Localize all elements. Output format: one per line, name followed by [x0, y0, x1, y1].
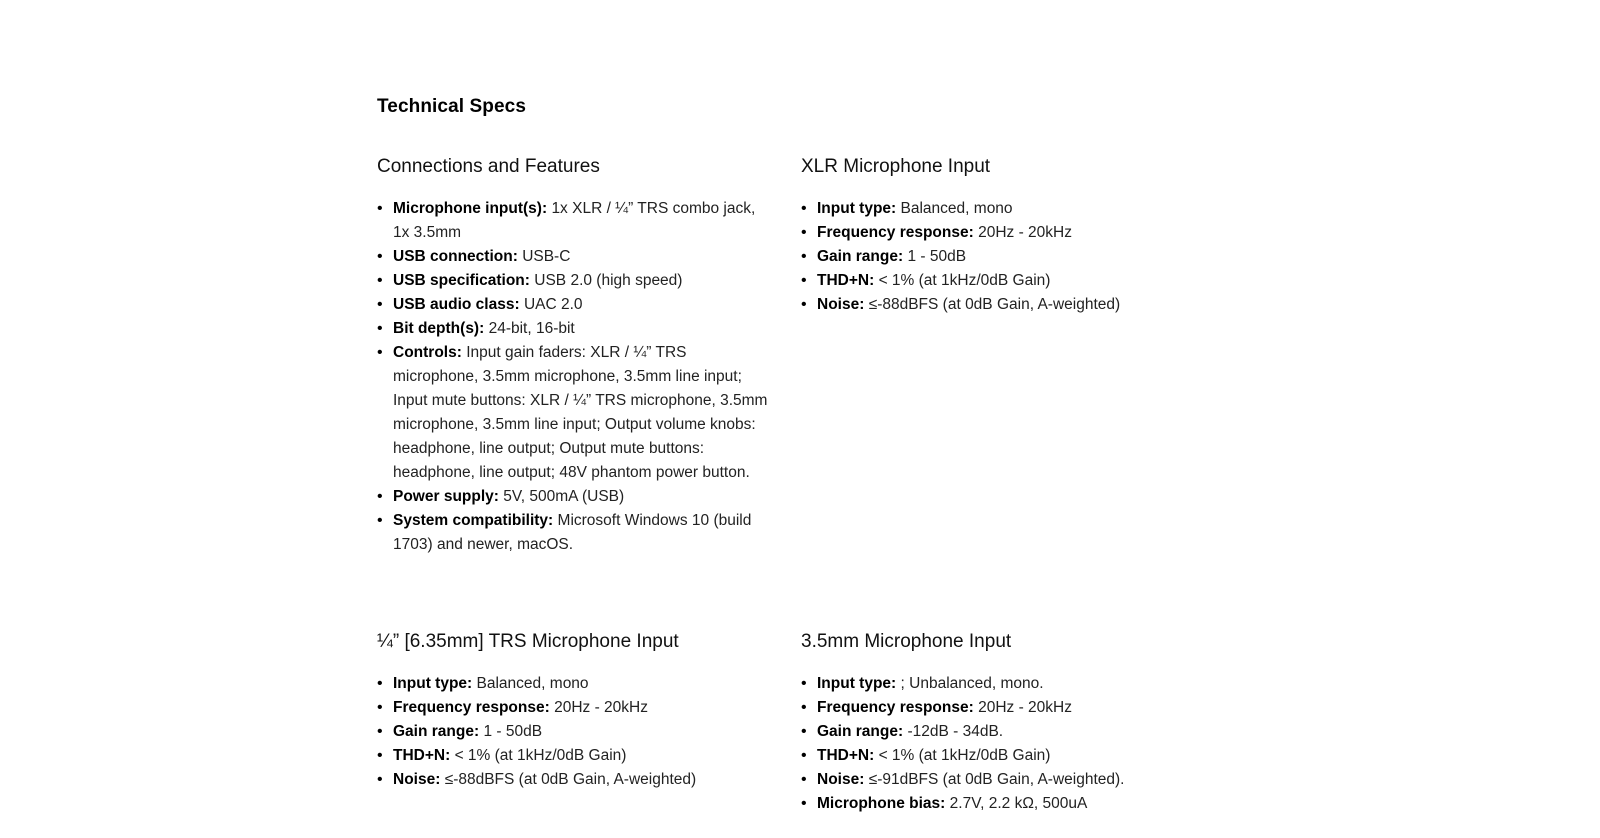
mini-input-section: [801, 630, 1201, 816]
spec-item: [377, 768, 772, 792]
xlr-input-spec-list: [801, 197, 1201, 317]
spec-value: < 1% (at 1kHz/0dB Gain): [878, 747, 1051, 764]
spec-item: [801, 792, 1201, 816]
spec-item: [801, 768, 1201, 792]
spec-value: ; Unbalanced, mono.: [900, 675, 1044, 692]
spec-value: Balanced, mono: [900, 200, 1013, 217]
connections-section-title: Connections and Features: [377, 156, 600, 177]
xlr-input-section-title: XLR Microphone Input: [801, 156, 991, 177]
spec-label: Microphone bias:: [817, 795, 946, 812]
xlr-input-section: [801, 155, 1201, 317]
spec-value: USB 2.0 (high speed): [534, 272, 683, 289]
spec-label: Noise:: [817, 296, 865, 313]
spec-label: Noise:: [393, 771, 441, 788]
spec-item: [801, 197, 1201, 221]
spec-value: < 1% (at 1kHz/0dB Gain): [878, 272, 1051, 289]
spec-label: USB connection:: [393, 248, 518, 265]
spec-value: ≤-88dBFS (at 0dB Gain, A-weighted): [868, 296, 1121, 313]
spec-label: Input type:: [817, 200, 897, 217]
spec-value: Input gain faders: XLR / ¼” TRS microphone, 3.5mm microphone, 3.5mm line input; Input mute buttons: XLR / ¼” TRS microphone, 3.5mm microphone, 3.5mm line input; Output volume knobs: headphone, line output; Output mute buttons: headphone, line output; 48V phantom power button.: [393, 344, 768, 481]
spec-label: Frequency response:: [817, 699, 974, 716]
spec-value: 20Hz - 20kHz: [978, 699, 1072, 716]
spec-item: [801, 720, 1201, 744]
spec-label: Gain range:: [817, 723, 904, 740]
spec-item: [377, 509, 772, 557]
spec-item: [801, 269, 1201, 293]
spec-value: 24-bit, 16-bit: [488, 320, 575, 337]
spec-item: [801, 696, 1201, 720]
spec-item: [377, 245, 772, 269]
spec-item: [377, 293, 772, 317]
spec-label: THD+N:: [393, 747, 451, 764]
spec-value: 1x XLR / ¼” TRS combo jack, 1x 3.5mm: [393, 200, 756, 241]
spec-label: Power supply:: [393, 488, 499, 505]
mini-input-spec-list: [801, 672, 1201, 816]
spec-value: 1 - 50dB: [483, 723, 543, 740]
spec-value: Balanced, mono: [476, 675, 589, 692]
spec-label: Microphone input(s):: [393, 200, 548, 217]
spec-item: [377, 696, 772, 720]
connections-section: [377, 155, 772, 557]
spec-item: [377, 672, 772, 696]
spec-item: [377, 197, 772, 245]
spec-label: Frequency response:: [817, 224, 974, 241]
spec-label: Gain range:: [817, 248, 904, 265]
spec-item: [801, 245, 1201, 269]
trs-input-section-title: ¼” [6.35mm] TRS Microphone Input: [377, 631, 679, 652]
spec-item: [801, 293, 1201, 317]
spec-label: THD+N:: [817, 272, 875, 289]
trs-input-spec-list: [377, 672, 772, 792]
spec-item: [801, 221, 1201, 245]
spec-label: USB specification:: [393, 272, 530, 289]
spec-item: [377, 341, 772, 485]
connections-spec-list: [377, 197, 772, 557]
spec-label: USB audio class:: [393, 296, 520, 313]
spec-label: System compatibility:: [393, 512, 554, 529]
spec-value: 20Hz - 20kHz: [554, 699, 648, 716]
trs-input-section: [377, 630, 772, 792]
spec-value: Microsoft Windows 10 (build 1703) and newer, macOS.: [393, 512, 752, 553]
spec-label: Noise:: [817, 771, 865, 788]
spec-item: [801, 744, 1201, 768]
spec-value: ≤-88dBFS (at 0dB Gain, A-weighted): [444, 771, 697, 788]
spec-value: 2.7V, 2.2 kΩ, 500uA: [949, 795, 1088, 812]
spec-value: 20Hz - 20kHz: [978, 224, 1072, 241]
spec-value: < 1% (at 1kHz/0dB Gain): [454, 747, 627, 764]
spec-label: Controls:: [393, 344, 462, 361]
spec-label: Input type:: [393, 675, 473, 692]
spec-value: 5V, 500mA (USB): [503, 488, 625, 505]
spec-item: [377, 744, 772, 768]
page-title: Technical Specs: [377, 96, 526, 117]
spec-item: [377, 269, 772, 293]
spec-value: UAC 2.0: [523, 296, 583, 313]
spec-label: Gain range:: [393, 723, 480, 740]
spec-label: Bit depth(s):: [393, 320, 485, 337]
spec-item: [377, 720, 772, 744]
spec-item: [801, 672, 1201, 696]
spec-value: -12dB - 34dB.: [907, 723, 1004, 740]
spec-item: [377, 317, 772, 341]
spec-label: Frequency response:: [393, 699, 550, 716]
mini-input-section-title: 3.5mm Microphone Input: [801, 631, 1012, 652]
spec-label: Input type:: [817, 675, 897, 692]
spec-value: ≤-91dBFS (at 0dB Gain, A-weighted).: [868, 771, 1125, 788]
spec-value: 1 - 50dB: [907, 248, 967, 265]
spec-value: USB-C: [522, 248, 571, 265]
spec-item: [377, 485, 772, 509]
spec-label: THD+N:: [817, 747, 875, 764]
